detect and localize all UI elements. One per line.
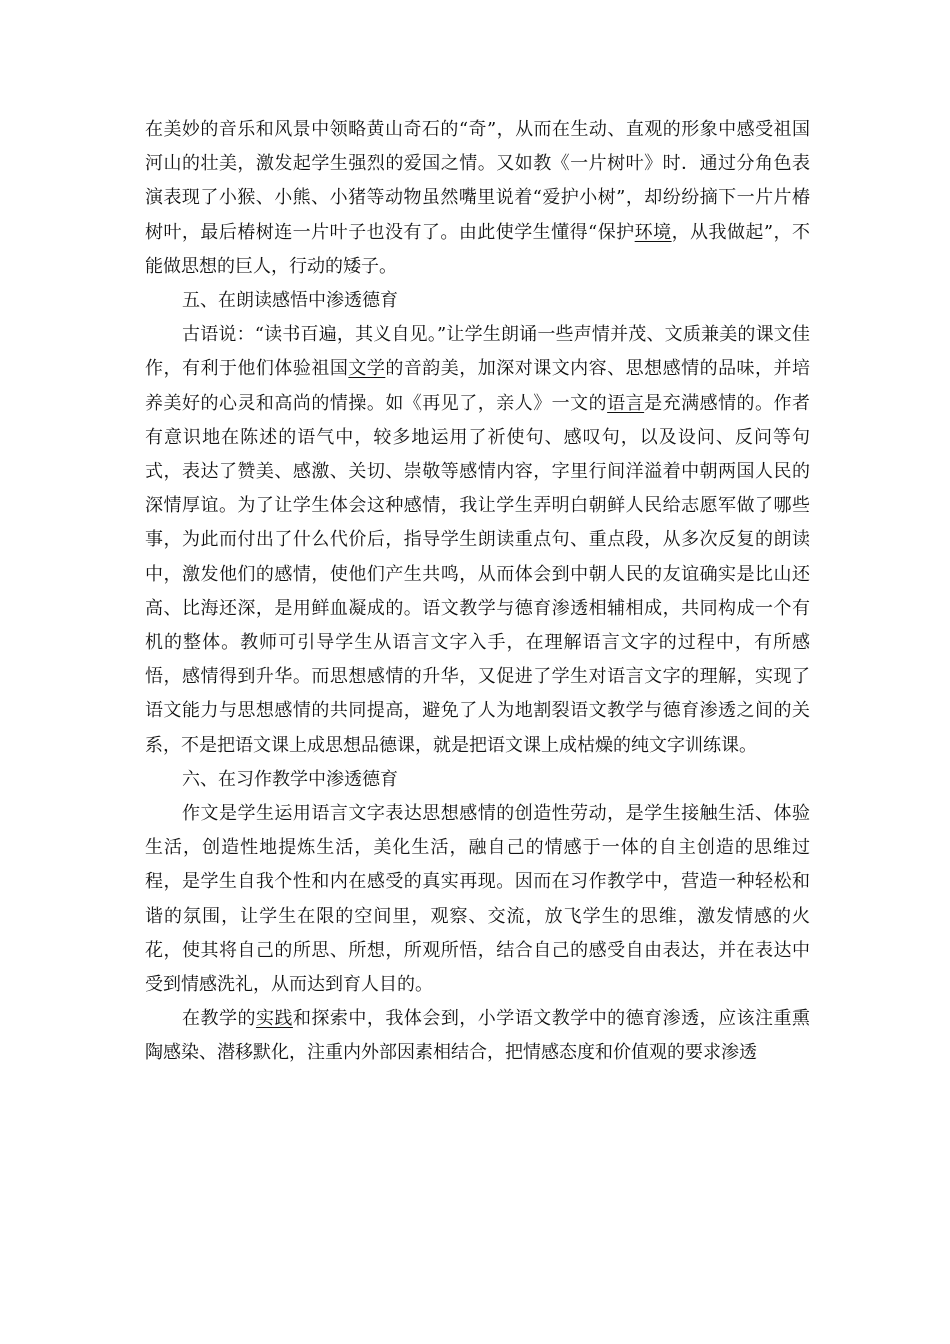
text-segment: 是充满感情的。作者有意识地在陈述的语气中，较多地运用了祈使句、感叹句，以及设问、反问等句式，表达了赞美、感激、关切、崇敬等感情内容，字里行间洋溢着中朝两国人民的深情厚谊。为了让学生体会这种感情，我让学生弄明白朝鲜人民给志愿军做了哪些事，为此而付出了什么代价后，指导学生朗读重点句、重点段，从多次反复的朗读中，激发他们的感情，使他们产生共鸣，从而体会到中朝人民的友谊确实是比山还高、比海还深，是用鲜血凝成的。语文教学与德育渗透相辅相成，共同构成一个有机的整体。教师可引导学生从语言文字入手，在理解语言文字的过程中，有所感悟，感情得到升华。而思想感情的升华，又促进了学生对语言文字的理解，实现了语文能力与思想感情的共同提高，避免了人为地割裂语文教学与德育渗透之间的关系，不是把语文课上成思想品德课，就是把语文课上成枯燥的纯文字训练课。 <box>145 392 811 756</box>
text-segment: 古语说：“读书百遍，其义自见。”让学生朗诵一些声情并茂、文质兼美的课文佳作，有利于他们体验祖国 <box>145 324 810 380</box>
underlined-term: 环境 <box>634 221 672 243</box>
text-segment: 在美妙的音乐和风景中领略黄山奇石的“奇”，从而在生动、直观的形象中感受祖国河山的壮美，激发起学生强烈的爱国之情。又如教《一片树叶》时．通过分角色表演表现了小猴、小熊、小猪等动物虽然嘴里说着“爱护小树”，却纷纷摘下一片片椿树叶，最后椿树连一片叶子也没有了。由此使学生懂得“保护 <box>145 119 810 243</box>
paragraph-writing <box>145 797 810 1002</box>
document-page <box>145 113 810 1071</box>
paragraph-intro <box>145 113 810 284</box>
text-segment: 的音韵美，加深对课文内容、思想感情的品味，并培养美好的心灵和高尚的情操。如《再见了，亲人》一文的 <box>145 358 811 414</box>
underlined-term: 实践 <box>255 1008 293 1030</box>
underlined-term: 文学 <box>348 358 386 380</box>
paragraph-reading <box>145 318 810 763</box>
paragraph-conclusion <box>145 1002 810 1070</box>
text-segment: 和探索中，我体会到，小学语文教学中的德育渗透，应该注重熏陶感染、潜移默化，注重内外部因素相结合，把情感态度和价值观的要求渗透 <box>145 1008 811 1064</box>
text-segment: 在教学的 <box>182 1008 256 1030</box>
text-segment: 作文是学生运用语言文字表达思想感情的创造性劳动，是学生接触生活、体验生活，创造性地提炼生活，美化生活，融自己的情感于一体的自主创造的思维过程，是学生自我个性和内在感受的真实再现。因而在习作教学中，营造一种轻松和谐的氛围，让学生在限的空间里，观察、交流，放飞学生的思维，激发情感的火花，使其将自己的所思、所想，所观所悟，结合自己的感受自由表达，并在表达中受到情感洗礼，从而达到育人目的。 <box>145 803 810 996</box>
section-heading-six <box>145 763 810 797</box>
underlined-term: 语言 <box>607 392 645 414</box>
section-heading-five <box>145 284 810 318</box>
heading-text: 六、在习作教学中渗透德育 <box>182 768 398 790</box>
heading-text: 五、在朗读感悟中渗透德育 <box>182 290 398 312</box>
text-segment: ，从我做起”，不能做思想的巨人，行动的矮子。 <box>145 221 811 277</box>
